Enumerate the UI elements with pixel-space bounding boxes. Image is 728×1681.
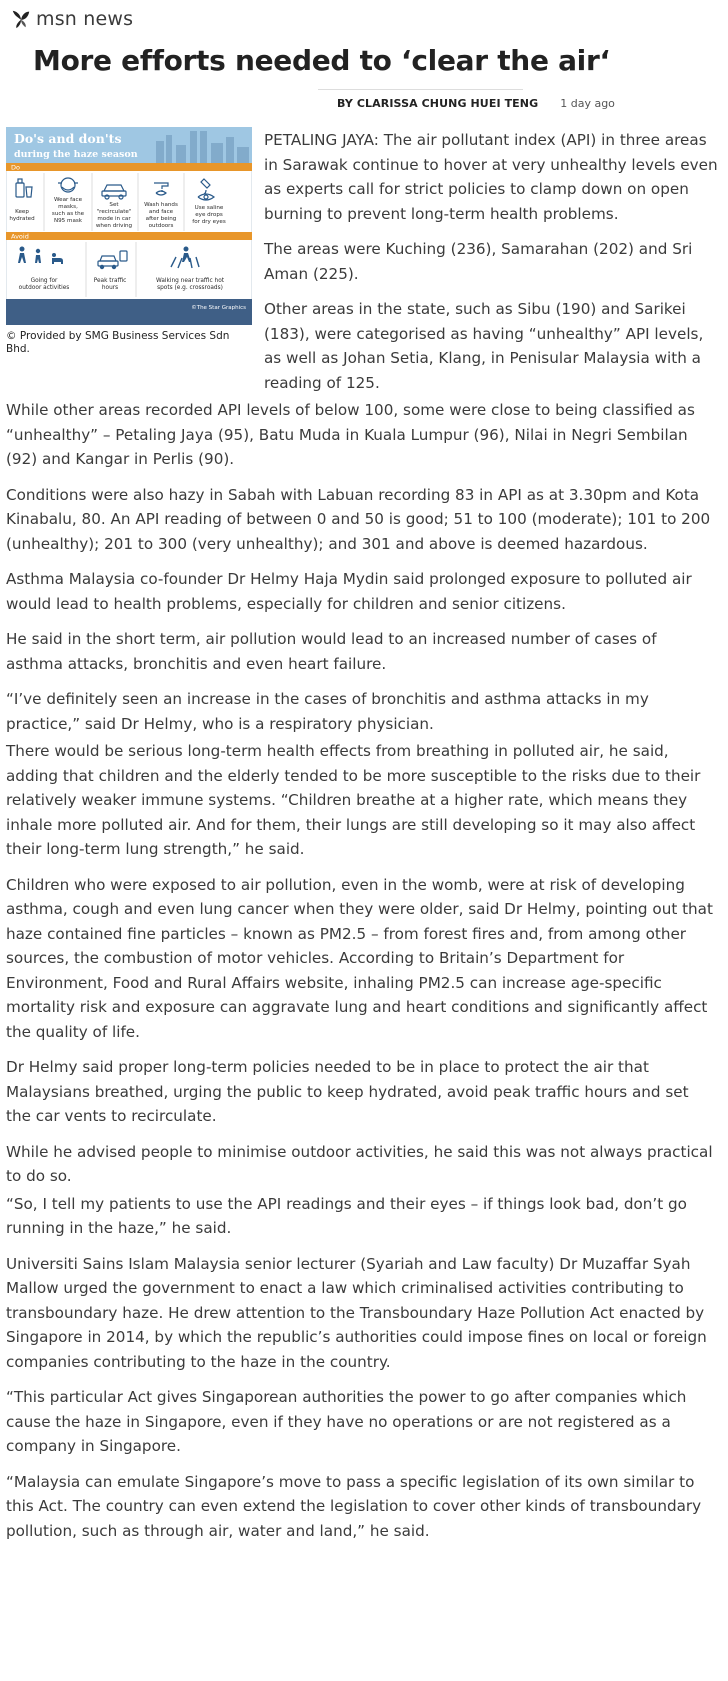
paragraph-13: “So, I tell my patients to use the API readings and their eyes – if things look bad, don’t go running in the haze,” he said. [6,1194,687,1237]
paragraph-11: Dr Helmy said proper long-term policies needed to be in place to protect the air that Malaysians breathed, urging the public to keep hydrated, avoid peak traffic hours and set the car vents to recirculate. [6,1058,689,1125]
paragraph-9: There would be serious long-term health effects from breathing in polluted air, he said, adding that children and the elderly tended to be more susceptible to the risks due to their relatively weaker immune systems. “Children breathe at a higher rate, which means they inhale more polluted air. And for them, their lungs are still developing so it may also affect their long-term lung strength,” he said. [6,742,701,858]
title-divider [318,89,523,90]
paragraph-7: He said in the short term, air pollution would lead to an increased number of cases of asthma attacks, bronchitis and even heart failure. [6,630,657,673]
avoid-item-1: Going for outdoor activities [18,278,70,291]
msn-news-header[interactable] [10,6,133,32]
paragraph-15: “This particular Act gives Singaporean authorities the power to go after companies which cause the haze in Singapore, even if they have no operations or are not registered as a company in Singapore. [6,1388,687,1455]
brand-name[interactable]: msn news [36,8,134,30]
infographic-heading: Do's and don'ts [14,131,122,146]
infographic-credit: ©The Star Graphics [191,305,246,311]
byline [337,97,615,110]
publish-time: 1 day ago [560,97,615,110]
paragraph-10: Children who were exposed to air pollution, even in the womb, were at risk of developing asthma, cough and even lung cancer when they were older, said Dr Helmy, pointing out that haze contained fine particles – known as PM2.5 – from forest fires and, from among other sources, the combustion of motor vehicles. According to Britain’s Department for Environment, Food and Rural Affairs website, inhaling PM2.5 can increase age-specific mortality risk and exposure can aggravate lung and heart conditions and significantly affect the quality of life. [6,875,713,1041]
avoid-item-3: Walking near traffic hot spots (e.g. crossroads) [155,278,225,291]
article-title: More efforts needed to ‘clear the air‘ [33,44,610,77]
do-label: Do [11,163,20,172]
paragraph-12: While he advised people to minimise outdoor activities, he said this was not always practical to do so. [6,1142,713,1185]
paragraph-1: PETALING JAYA: The air pollutant index (API) in three areas in Sarawak continue to hover at very unhealthy levels even as experts call for strict policies to clamp down on open burning to prevent long-term health problems. [264,131,718,223]
paragraph-8: “I’ve definitely seen an increase in the cases of bronchitis and asthma attacks in my practice,” said Dr Helmy, who is a respiratory physician. [6,690,649,733]
figure-float-space [6,128,264,383]
do-item-4: Wash hands and face after being outdoors [144,202,178,229]
infographic-subheading: during the haze season [14,149,138,160]
paragraph-16: “Malaysia can emulate Singapore’s move to pass a specific legislation of its own similar to this Act. The country can even extend the legislation to cover other kinds of transboundary pollution, such as through air, water and land,” he said. [6,1472,702,1540]
butterfly-logo-icon [10,8,32,30]
paragraph-4: While other areas recorded API levels of below 100, some were close to being classified as “unhealthy” – Petaling Jaya (95), Batu Muda in Kuala Lumpur (96), Nilai in Negri Sembilan (92) and Kangar in Perlis (90). [6,401,695,468]
do-item-5: Use saline eye drops for dry eyes [192,205,226,225]
do-item-2: Wear face masks, such as the N95 mask [51,197,85,224]
paragraph-6: Asthma Malaysia co-founder Dr Helmy Haja Mydin said prolonged exposure to polluted air would lead to health problems, especially for children and senior citizens. [6,570,692,613]
paragraph-3: Other areas in the state, such as Sibu (190) and Sarikei (183), were categorised as having “unhealthy” API levels, as well as Johan Setia, Klang, in Penisular Malaysia with a reading of 125. [264,300,704,392]
avoid-label: Avoid [11,232,29,241]
do-item-1: Keep hydrated [9,209,35,222]
paragraph-2: The areas were Kuching (236), Samarahan (202) and Sri Aman (225). [264,240,693,283]
paragraph-14: Universiti Sains Islam Malaysia senior lecturer (Syariah and Law faculty) Dr Muzaffar Syah Mallow urged the government to enact a law which criminalised activities contributing to transboundary haze. He drew attention to the Transboundary Haze Pollution Act enacted by Singapore in 2014, by which the republic’s authorities could impose fines on local or foreign companies contributing to the haze in the country. [6,1254,707,1371]
do-item-3: Set "recirculate" mode in car when driving [95,202,133,229]
author: BY CLARISSA CHUNG HUEI TENG [337,97,539,110]
image-caption: © Provided by SMG Business Services Sdn Bhd. [6,330,230,355]
article-body [6,128,718,1554]
avoid-item-2: Peak traffic hours [93,278,127,291]
paragraph-5: Conditions were also hazy in Sabah with Labuan recording 83 in API as at 3.30pm and Kota Kinabalu, 80. An API reading of between 0 and 50 is good; 51 to 100 (moderate); 101 to 200 (unhealthy); 201 to 300 (very unhealthy); and 301 and above is deemed hazardous. [6,485,711,553]
